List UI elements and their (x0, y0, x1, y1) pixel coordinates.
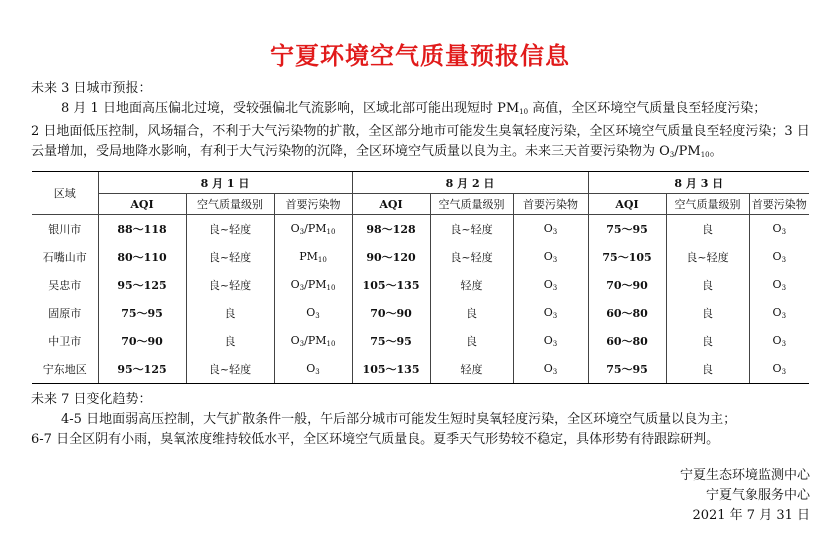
aqi-header: AQI (352, 194, 430, 215)
aqi-cell: 88～118 (98, 215, 186, 244)
region-cell: 银川市 (32, 215, 98, 244)
level-cell: 良 (666, 299, 749, 327)
aqi-cell: 95～125 (98, 271, 186, 299)
aqi-cell: 60～80 (588, 327, 666, 355)
level-cell: 良 (186, 299, 274, 327)
pollutant-cell: $O_3$ (274, 299, 352, 327)
region-header: 区域 (32, 172, 98, 215)
aqi-cell: 75～95 (588, 215, 666, 244)
aqi-cell: 60～80 (588, 299, 666, 327)
aqi-cell: 95～125 (98, 355, 186, 383)
forecast-table (32, 172, 809, 384)
aqi-cell: 75～95 (98, 299, 186, 327)
aqi-cell: 98～128 (352, 215, 430, 244)
aqi-cell: 70～90 (352, 299, 430, 327)
pollutant-cell: $O_3$ (513, 299, 588, 327)
trend-7day-text-2: 6-7 日全区阴有小雨，臭氧浓度维持较低水平，全区环境空气质量良。夏季天气形势较不稳定，具体形势有待跟踪研判。 (31, 432, 720, 447)
region-cell: 固原市 (32, 299, 98, 327)
level-cell: 良~轻度 (186, 243, 274, 271)
pollutant-cell: $O_3/PM_{10}$ (274, 327, 352, 355)
table-row (32, 243, 809, 271)
pollutant-cell: $O_3$ (772, 334, 787, 348)
level-cell: 轻度 (430, 355, 513, 383)
level-header: 空气质量级别 (186, 194, 274, 215)
aqi-header: AQI (98, 194, 186, 215)
aqi-cell: 75～95 (352, 327, 430, 355)
signature-org-2: 宁夏气象服务中心 (705, 488, 810, 503)
level-header: 空气质量级别 (666, 194, 749, 215)
level-cell: 良 (666, 327, 749, 355)
pollutant-cell: $O_3$ (772, 278, 787, 292)
level-cell: 轻度 (430, 271, 513, 299)
pollutant-cell: $O_3$ (513, 355, 588, 383)
level-cell: 良~轻度 (430, 215, 513, 244)
table-row (32, 299, 809, 327)
level-header: 空气质量级别 (430, 194, 513, 215)
signature-date: 2021 年 7 月 31 日 (692, 508, 810, 523)
pollutant-cell: $O_3$ (513, 215, 588, 244)
aqi-cell: 80～110 (98, 243, 186, 271)
pollutant-cell: $O_3$ (513, 243, 588, 271)
pollutant-cell: $O_3$ (513, 271, 588, 299)
table-row (32, 215, 809, 244)
aqi-cell: 70～90 (588, 271, 666, 299)
pollutant-cell: $O_3$ (772, 222, 787, 236)
pollutant-header: 首要污染物 (513, 194, 588, 215)
region-cell: 石嘴山市 (32, 243, 98, 271)
aqi-cell: 75～95 (588, 355, 666, 383)
trend-7day-section (31, 390, 811, 450)
level-cell: 良 (186, 327, 274, 355)
forecast-3day-text-1: 8 月 1 日地面高压偏北过境，受较强偏北气流影响，区域北部可能出现短时 $PM_{10}$ 高值，全区环境空气质量良至轻度污染； (61, 101, 767, 116)
region-cell: 宁东地区 (32, 355, 98, 383)
aqi-cell: 105～135 (352, 355, 430, 383)
trend-7day-text-1: 4-5 日地面弱高压控制，大气扩散条件一般，午后部分城市可能发生短时臭氧轻度污染，全区环境空气质量以良为主； (61, 412, 737, 427)
level-cell: 良~轻度 (186, 215, 274, 244)
day1-header: 8 月 1 日 (98, 172, 352, 194)
table-row (32, 355, 809, 383)
level-cell: 良~轻度 (186, 271, 274, 299)
signature-block (680, 466, 810, 526)
level-cell: 良 (430, 299, 513, 327)
level-cell: 良 (666, 271, 749, 299)
pollutant-cell: $O_3$ (513, 327, 588, 355)
pollutant-cell: $O_3$ (274, 355, 352, 383)
table-row (32, 271, 809, 299)
pollutant-header: 首要污染物 (749, 194, 809, 215)
level-cell: 良~轻度 (430, 243, 513, 271)
table-row (32, 327, 809, 355)
level-cell: 良 (430, 327, 513, 355)
aqi-header: AQI (588, 194, 666, 215)
aqi-cell: 90～120 (352, 243, 430, 271)
pollutant-cell: $O_3$ (772, 362, 787, 376)
pollutant-cell: $O_3$ (772, 306, 787, 320)
day2-header: 8 月 2 日 (352, 172, 588, 194)
pollutant-cell: $O_3$ (772, 250, 787, 264)
aqi-cell: 105～135 (352, 271, 430, 299)
forecast-3day-text-2: 2 日地面低压控制，风场辐合，不利于大气污染物的扩散，全区部分地市可能发生臭氧轻度污染，全区环境空气质量良至轻度污染；3 日云量增加，受局地降水影响，有利于大气污染物的沉降，全区环境空气质量以良为主。未来三天首要污染物为 $O_3/PM_{10}$。 (31, 124, 810, 159)
pollutant-cell: $O_3/PM_{10}$ (274, 215, 352, 244)
region-cell: 吴忠市 (32, 271, 98, 299)
forecast-3day-section (31, 79, 811, 165)
level-cell: 良 (666, 215, 749, 244)
pollutant-cell: $O_3/PM_{10}$ (274, 271, 352, 299)
pollutant-header: 首要污染物 (274, 194, 352, 215)
signature-org-1: 宁夏生态环境监测中心 (679, 468, 810, 483)
trend-7day-heading: 未来 7 日变化趋势： (31, 392, 152, 407)
day3-header: 8 月 3 日 (588, 172, 809, 194)
region-cell: 中卫市 (32, 327, 98, 355)
table-bottom-rule (32, 383, 809, 384)
forecast-3day-heading: 未来 3 日城市预报： (31, 81, 152, 96)
level-cell: 良 (666, 355, 749, 383)
aqi-cell: 70～90 (98, 327, 186, 355)
level-cell: 良~轻度 (186, 355, 274, 383)
aqi-cell: 75～105 (588, 243, 666, 271)
document-title: 宁夏环境空气质量预报信息 (270, 41, 570, 70)
pollutant-cell: $PM_{10}$ (274, 243, 352, 271)
level-cell: 良~轻度 (666, 243, 749, 271)
